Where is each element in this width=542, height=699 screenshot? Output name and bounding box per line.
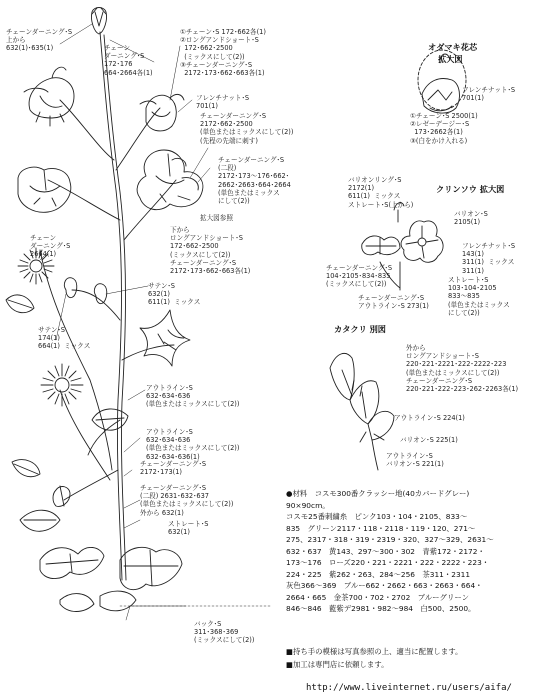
label-chain-outline-clinsou: チェーンダーニング･S アウトライン･S 273(1) bbox=[358, 294, 429, 311]
label-detail-ref: 拡大図参照 bbox=[200, 214, 233, 222]
label-outline-221: アウトライン･S バリオン･S 221(1) bbox=[386, 452, 444, 469]
label-chain-bloom: チェーンダーニング･S 2172･662･2500 (単色またはミックスにして(2)) (先程の先端に刺す) bbox=[200, 112, 294, 145]
label-chain-2172: チェーンダーニング･S 2172･173(1) bbox=[140, 460, 207, 477]
label-bullion-right: バリオン･S 2105(1) bbox=[454, 210, 488, 227]
materials-lines bbox=[286, 500, 536, 615]
title-katakuri: カタクリ 別図 bbox=[334, 324, 386, 334]
label-bullion-225: バリオン･S 225(1) bbox=[400, 436, 458, 444]
columbine-flower-left bbox=[24, 67, 74, 126]
label-bullion-left: バリオンリング･S 2172(1) 611(1) ミックス ストレート･S(上から) bbox=[348, 176, 414, 209]
label-outline-632: アウトライン･S 632･634･636 (単色またはミックスにして(2)) bbox=[146, 384, 240, 409]
notes-block bbox=[286, 645, 462, 671]
label-straight-clinsou: ストレート･S 103･104･2105 833～835 (単色またはミックス にして(2)) bbox=[448, 276, 510, 317]
columbine-flower-left-big bbox=[18, 167, 71, 212]
columbine-bud-lower bbox=[53, 486, 70, 506]
materials-line: 173～176 ローズ220・221・2221・222・2222・223・ bbox=[286, 558, 490, 567]
label-chain-clinsou: チェーンダーニング･S 104･2105･834･835 (ミックスにして(2)) bbox=[326, 264, 393, 289]
label-katakuri-top: 外から ロングアンドショート･S 220･221･2221･222･2222･223 (単色またはミックスにして(2)) チェーンダーニング･S 220･221･222･223･262･2263各(1) bbox=[406, 344, 519, 394]
label-back-stitch: バック･S 311･368･369 (ミックスにして(2)) bbox=[194, 620, 255, 645]
materials-line: 90×90cm。 bbox=[286, 500, 330, 510]
label-french-clinsou: フレンチナット･S 143(1) 311(1) ミックス 311(1) bbox=[462, 242, 516, 275]
top-bud bbox=[91, 8, 106, 35]
title-clinsou: クリンソウ 拡大図 bbox=[436, 184, 505, 194]
materials-line: 835 グリーン2117・118・2118・119・120、271～ bbox=[286, 523, 476, 533]
label-chain-darning-2: チェーンダーニング･S (二段) 2172･173～176･662･ 2662･2663･664･2664 (単色またはミックス にして(2)) bbox=[218, 156, 291, 206]
label-satin-mix-left: サテン･S 174(1) 664(1) ミックス bbox=[38, 326, 91, 351]
note-line: ■加工は専門店に依頼します。 bbox=[286, 660, 389, 669]
materials-line: 2664・665 金茶700・702・2702 ブルーグリーン bbox=[286, 592, 469, 602]
daisy-lower bbox=[41, 364, 83, 406]
label-french-knot-main: フレンチナット･S 701(1) bbox=[196, 94, 250, 111]
watermark-url: http://www.liveinternet.ru/users/aifa/ bbox=[306, 683, 512, 693]
materials-line: 224・225 紫262・263、284～256 茶311・2311 bbox=[286, 569, 471, 579]
label-list-123: ①チェーン･S 172･662各(1) ②ロングアンドショート･S 172･662･2500 (ミックスにして(2)) ③チェーンダーニング･S 2172･173･662･663各(1) bbox=[180, 28, 266, 78]
katakuri-detail bbox=[330, 353, 394, 470]
materials-block bbox=[286, 488, 536, 615]
label-satin-mix-right: サテン･S 632(1) 611(1) ミックス bbox=[148, 282, 201, 307]
columbine-flower-middle bbox=[137, 150, 203, 210]
materials-line: 632・637 黄143、297～300・302 青紫172・2172・ bbox=[286, 546, 485, 556]
label-long-short-below: 下から ロングアンドショート･S 172･662･2500 (ミックスにして(2)) チェーンダーニング･S 2172･173･662･663各(1) bbox=[170, 226, 251, 276]
label-straight-632: ストレート･S 632(1) bbox=[168, 520, 209, 537]
label-chain-two-rows: チェーンダーニング･S (二段) 2631･632･637 (単色またはミックスにして(2)) 外から 632(1) bbox=[140, 484, 234, 517]
materials-line: 275、2317・318・319・2319・320、327～329、2631～ bbox=[286, 535, 494, 544]
materials-line: コスモ25番刺繍糸 ピンク103・104・2105、833～ bbox=[286, 512, 468, 521]
label-chain-left: チェーン ダーニング･S 2664(1) bbox=[30, 234, 71, 259]
note-line: ■持ち手の模様は写真参照の上、適当に配置します。 bbox=[286, 647, 463, 656]
materials-heading: ●材料 コスモ300番クラッシー地(40カバードグレー) bbox=[286, 489, 470, 498]
label-odamaki-list: ①チェーン･S 2500(1) ②レゼーデージー･S 173･2662各(1) ③(白をかけ入れる) bbox=[410, 112, 478, 145]
label-odamaki-french: フレンチナット･S 701(1) bbox=[462, 86, 516, 103]
title-odamaki-line1: オダマキ花芯 bbox=[428, 42, 478, 52]
label-chain-top: チェーンダーニング･S 上から 632(1)･635(1) bbox=[6, 28, 73, 53]
materials-line: 灰色366～369 ブルー662・2662・663・2663・664・ bbox=[286, 581, 483, 590]
label-chain-mid: チェーン ダーニング･S 172･176 664･2664各(1) bbox=[104, 44, 153, 77]
materials-line: 846～846 藍紫デ2981・982～984 白500、2500。 bbox=[286, 604, 476, 613]
title-odamaki-line2: 拡大図 bbox=[438, 54, 463, 64]
label-outline-632b: アウトライン･S 632･634･636 (単色またはミックスにして(2)) 632･634･636(1) bbox=[146, 428, 240, 461]
label-outline-224: アウトライン･S 224(1) bbox=[394, 414, 465, 422]
columbine-flower-star bbox=[140, 310, 190, 366]
